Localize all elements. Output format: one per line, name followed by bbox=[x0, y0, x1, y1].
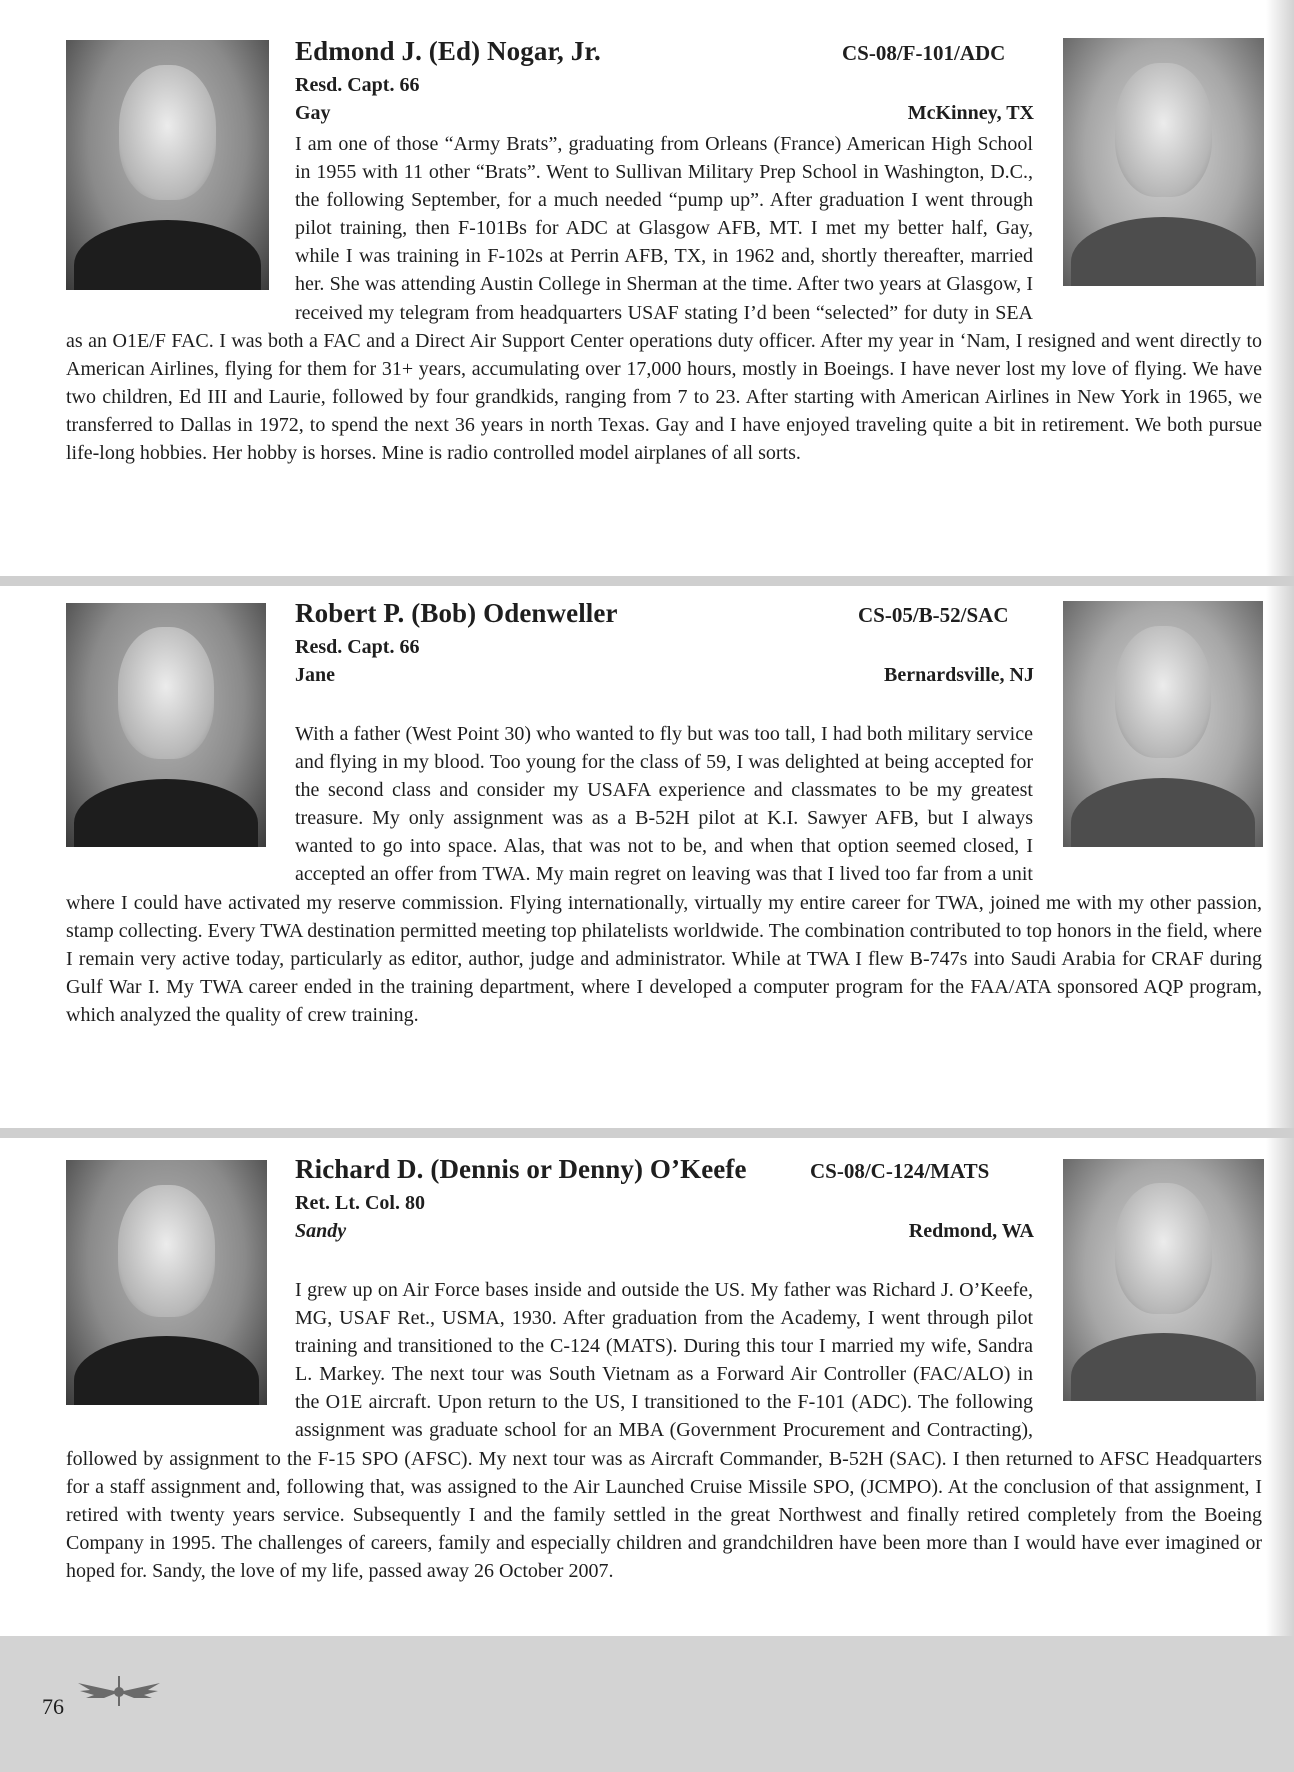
bio-text: I grew up on Air Force bases inside and outside the US. My father was Richard J. O’Keefe, MG, USAF Ret., USMA, 1930. After graduation from the Academy, I went through pilot training and transitioned to the C-124 (MATS). During this tour I married my wife, Sandra L. Markey. The next tour was South Vietnam as a Forward Air Controller (FAC/ALO) in the O1E aircraft. Upon return to the US, I transitioned to the F-101 (ADC). The following assignment was graduate school for an MBA (Government Procurement and Contracting), followed by assignment to the F-15 SPO (AFSC). My next tour was as Aircraft Commander, B-52H (SAC). I then returned to AFSC Headquarters for a staff assignment and, following that, was assigned to the Air Launched Cruise Missile SPO, (JCMPO). At the conclusion of that assignment, I retired with twenty years service. Subsequently I and the family settled in the great Northwest and finally retired completely from the Boeing Company in 1995. The challenges of careers, family and especially children and grandchildren have been more than I would have ever imagined or hoped for. Sandy, the love of my life, passed away 26 October 2007. bbox=[66, 1279, 1262, 1582]
bio-wrap-spacer bbox=[1033, 130, 1262, 300]
entry-spouse: Gay bbox=[295, 102, 331, 124]
entry-biography bbox=[66, 130, 1262, 550]
page-edge-shadow bbox=[1266, 0, 1294, 1772]
entry-name: Edmond J. (Ed) Nogar, Jr. bbox=[295, 36, 601, 66]
entry-location: Redmond, WA bbox=[908, 1220, 1034, 1242]
entry-rank: Resd. Capt. 66 bbox=[295, 74, 420, 96]
entry-assignment: CS-05/B-52/SAC bbox=[858, 603, 1009, 627]
entry-assignment: CS-08/C-124/MATS bbox=[810, 1159, 990, 1183]
entry-spouse: Sandy bbox=[295, 1220, 347, 1242]
bio-wrap-spacer bbox=[66, 720, 295, 888]
bio-wrap-spacer bbox=[1033, 720, 1262, 888]
entry-biography bbox=[66, 720, 1262, 1112]
section-divider bbox=[0, 1128, 1294, 1138]
entry-name: Robert P. (Bob) Odenweller bbox=[295, 598, 618, 628]
section-divider bbox=[0, 576, 1294, 586]
bio-text: I am one of those “Army Brats”, graduating from Orleans (France) American High School in 1955 with 11 other “Brats”. Went to Sullivan Military Prep School in Washington, D.C., the following September, for a much needed “pump up”. After graduation I went through pilot training, then F-101Bs for ADC at Glasgow AFB, MT. I met my better half, Gay, while I was training in F-102s at Perrin AFB, TX, in 1962 and, shortly thereafter, married her. She was attending Austin College in Sherman at the time. After two years at Glasgow, I received my telegram from headquarters USAF stating I’d been “selected” for duty in SEA as an O1E/F FAC. I was both a FAC and a Direct Air Support Center operations duty officer. After my year in ‘Nam, I resigned and went directly to American Airlines, flying for them for 31+ years, accumulating over 17,000 hours, mostly in Boeings. I have never lost my love of flying. We have two children, Ed III and Laurie, followed by four grandkids, ranging from 7 to 23. After starting with American Airlines in New York in 1965, we transferred to Dallas in 1972, to spend the next 36 years in north Texas. Gay and I have enjoyed traveling quite a bit in retirement. We both pursue life-long hobbies. Her hobby is horses. Mine is radio controlled model airplanes of all sorts. bbox=[66, 133, 1262, 465]
entry-location: McKinney, TX bbox=[907, 102, 1034, 124]
entry-rank: Ret. Lt. Col. 80 bbox=[295, 1192, 425, 1214]
entry-assignment: CS-08/F-101/ADC bbox=[842, 41, 1006, 65]
bio-wrap-spacer bbox=[1033, 1276, 1262, 1444]
bio-wrap-spacer bbox=[66, 130, 295, 300]
bio-text: With a father (West Point 30) who wanted to fly but was too tall, I had both military service and flying in my blood. Too young for the class of 59, I was delighted at being accepted for the second class and consider my USAFA experience and classmates to be my greatest treasure. My only assignment was as a B-52H pilot at K.I. Sawyer AFB, but I always wanted to go into space. Alas, that was not to be, and when that option seemed closed, I accepted an offer from TWA. My main regret on leaving was that I lived too far from a unit where I could have activated my reserve commission. Flying internationally, virtually my entire career for TWA, joined me with my other passion, stamp collecting. Every TWA destination permitted meeting top philatelists worldwide. The combination contributed to top honors in the field, where I remain very active today, particularly as editor, author, judge and administrator. While at TWA I flew B-747s into Saudi Arabia for CRAF during Gulf War I. My TWA career ended in the training department, where I developed a computer program for the FAA/ATA sponsored AQP program, which analyzed the quality of crew training. bbox=[66, 723, 1262, 1026]
page-number: 76 bbox=[42, 1694, 64, 1719]
entry-biography bbox=[66, 1276, 1262, 1668]
pilot-wings-icon bbox=[74, 1672, 164, 1712]
bio-wrap-spacer bbox=[66, 1276, 295, 1444]
entry-location: Bernardsville, NJ bbox=[884, 664, 1034, 686]
entry-spouse: Jane bbox=[295, 664, 335, 686]
entry-rank: Resd. Capt. 66 bbox=[295, 636, 420, 658]
entry-name: Richard D. (Dennis or Denny) O’Keefe bbox=[295, 1154, 747, 1184]
